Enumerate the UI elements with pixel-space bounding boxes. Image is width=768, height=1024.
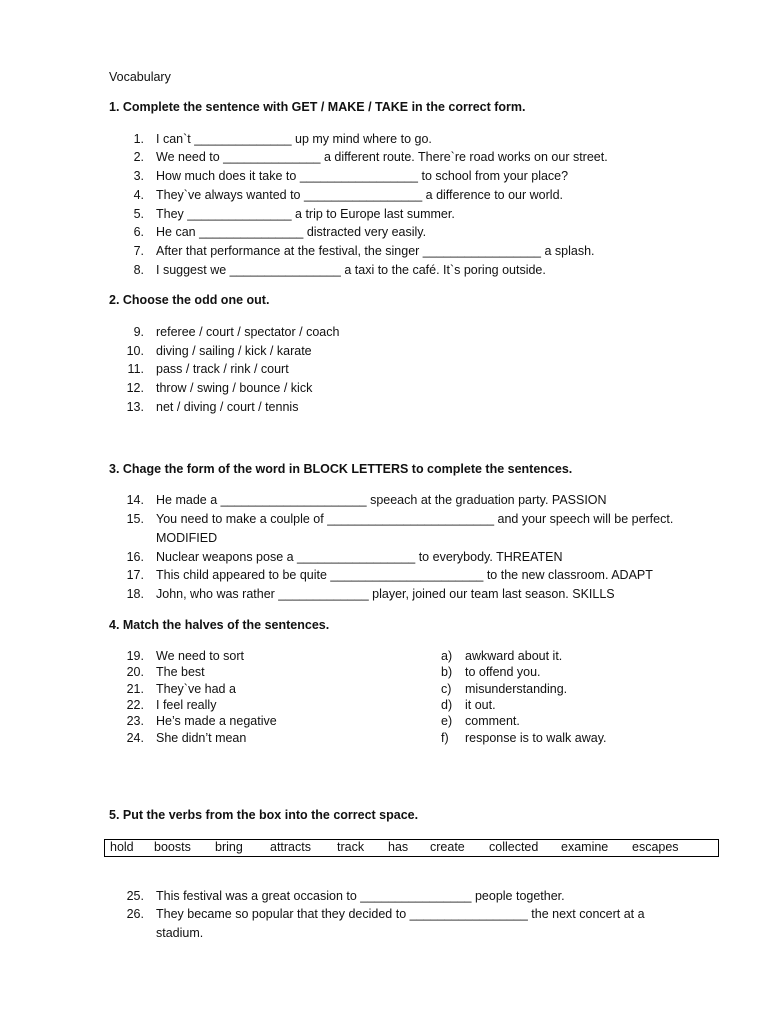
item-number: 23. (126, 714, 144, 728)
page-title: Vocabulary (109, 70, 171, 84)
list-item: He can _______________ distracted very easily. (156, 225, 427, 239)
option-letter: e) (441, 714, 453, 728)
item-number: 24. (126, 731, 144, 745)
item-number: 17. (126, 568, 144, 582)
section3-heading: 3. Chage the form of the word in BLOCK LETTERS to complete the sentences. (109, 462, 573, 476)
item-number: 6. (133, 225, 144, 239)
option-text: misunderstanding. (465, 682, 568, 696)
list-item: diving / sailing / kick / karate (156, 344, 312, 358)
item-number: 16. (126, 550, 144, 564)
item-number: 25. (126, 889, 144, 903)
list-item: They became so popular that they decided to _________________ the next concert at a (156, 907, 645, 921)
list-item: You need to make a coulple of ________________________ and your speech will be perfect. (156, 512, 674, 526)
item-number: 4. (133, 188, 144, 202)
item-number: 14. (126, 493, 144, 507)
option-letter: b) (441, 665, 453, 679)
list-item: How much does it take to _________________ to school from your place? (156, 169, 569, 183)
item-number: 20. (126, 665, 144, 679)
item-number: 2. (133, 150, 144, 164)
option-letter: d) (441, 698, 453, 712)
list-item: They _______________ a trip to Europe last summer. (156, 207, 455, 221)
option-text: response is to walk away. (465, 731, 607, 745)
item-number: 21. (126, 682, 144, 696)
list-item-continuation: MODIFIED (156, 531, 218, 545)
word-box-item: track (337, 840, 365, 854)
list-item: Nuclear weapons pose a _________________ to everybody. THREATEN (156, 550, 563, 564)
item-number: 18. (126, 587, 144, 601)
list-item: The best (156, 665, 205, 679)
option-text: comment. (465, 714, 520, 728)
option-letter: a) (441, 649, 453, 663)
section2-heading: 2. Choose the odd one out. (109, 293, 270, 307)
list-item: We need to ______________ a different route. There`re road works on our street. (156, 150, 608, 164)
section4-heading: 4. Match the halves of the sentences. (109, 618, 330, 632)
list-item: He’s made a negative (156, 714, 277, 728)
item-number: 3. (133, 169, 144, 183)
word-box-item: has (388, 840, 409, 854)
option-letter: c) (441, 682, 452, 696)
item-number: 22. (126, 698, 144, 712)
list-item: pass / track / rink / court (156, 362, 289, 376)
item-number: 5. (133, 207, 144, 221)
section1-heading: 1. Complete the sentence with GET / MAKE / TAKE in the correct form. (109, 100, 526, 114)
list-item: We need to sort (156, 649, 245, 663)
list-item: He made a _____________________ speeach at the graduation party. PASSION (156, 493, 607, 507)
list-item: She didn’t mean (156, 731, 247, 745)
item-number: 19. (126, 649, 144, 663)
option-text: awkward about it. (465, 649, 563, 663)
item-number: 1. (133, 132, 144, 146)
word-box-item: hold (110, 840, 134, 854)
list-item: net / diving / court / tennis (156, 400, 299, 414)
list-item: They`ve had a (156, 682, 236, 696)
list-item: I feel really (156, 698, 217, 712)
option-text: it out. (465, 698, 496, 712)
item-number: 9. (133, 325, 144, 339)
item-number: 7. (133, 244, 144, 258)
item-number: 11. (127, 362, 144, 376)
option-text: to offend you. (465, 665, 541, 679)
word-box (104, 839, 719, 857)
word-box-item: bring (215, 840, 243, 854)
option-letter: f) (441, 731, 449, 745)
word-box-item: boosts (154, 840, 191, 854)
word-box-item: attracts (270, 840, 311, 854)
item-number: 13. (126, 400, 144, 414)
list-item: I can`t ______________ up my mind where to go. (156, 132, 432, 146)
word-box-item: escapes (632, 840, 679, 854)
list-item: They`ve always wanted to _________________ a difference to our world. (156, 188, 563, 202)
item-number: 15. (126, 512, 144, 526)
list-item: This child appeared to be quite ______________________ to the new classroom. ADAPT (156, 568, 653, 582)
list-item: I suggest we ________________ a taxi to the café. It`s poring outside. (156, 263, 546, 277)
item-number: 12. (126, 381, 144, 395)
list-item: This festival was a great occasion to ________________ people together. (156, 889, 565, 903)
list-item: John, who was rather _____________ player, joined our team last season. SKILLS (156, 587, 615, 601)
list-item-continuation: stadium. (156, 926, 204, 940)
item-number: 10. (126, 344, 144, 358)
item-number: 26. (126, 907, 144, 921)
item-number: 8. (133, 263, 144, 277)
word-box-item: collected (489, 840, 539, 854)
word-box-item: create (430, 840, 465, 854)
list-item: referee / court / spectator / coach (156, 325, 340, 339)
list-item: After that performance at the festival, the singer _________________ a splash. (156, 244, 595, 258)
section5-heading: 5. Put the verbs from the box into the correct space. (109, 808, 419, 822)
list-item: throw / swing / bounce / kick (156, 381, 313, 395)
word-box-item: examine (561, 840, 609, 854)
